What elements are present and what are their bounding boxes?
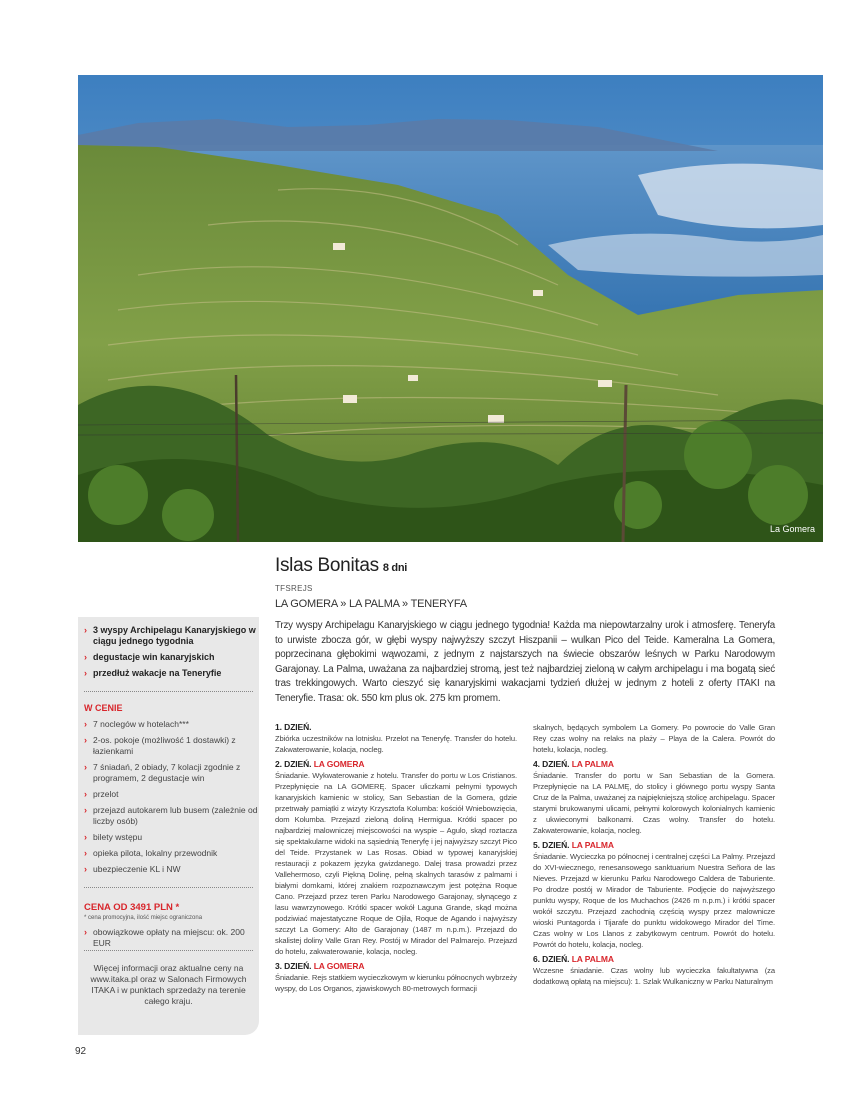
day-text: Śniadanie. Wycieczka po północnej i centralnej części La Palmy. Przejazd do XVI-wiecznego, renesansowego sanktuarium Nuestra Señora de las Nieves. Przejazd w kierunku Parku Narodowego Caldera de Taburiente. Po drodze postój w Mirador de Taburiente. Podjęcie do najwyższego punktu wyspy, Roque de los Muchachos (2426 m n.p.m.) i krótki spacer wokół szczytu. Przejazd zachodnią częścią wyspy przez malownicze wioski Puntagorda i Tijarafe do punktu widokowego Mirador del Time. Czas wolny w Los Llanos z zabytkowym centrum. Powrót do hotelu. Powrót do hotelu, kolacja, nocleg. xyxy=(533,852,775,949)
hero-photo xyxy=(78,75,823,542)
chevron-right-icon: › xyxy=(84,719,87,729)
day-text: Śniadanie. Wykwaterowanie z hotelu. Transfer do portu w Los Cristianos. Przepłynięcie na LA GOMERĘ. Spacer uliczkami pełnymi typowych kanaryjskich kamienic w stolicy, San Sebastian de la Gomera, gdzie przetrwały pamiątki z wizyty Krzysztofa Kolumba: kościół Wniebowzięcia, dom Kolumba. Przejazd zieloną doliną Hermigua. Krótki spacer po najbardziej malowniczej miejscowości na wyspie – Agulo, skąd roztacza się spektakularne widoki na sąsiednią Teneryfę i jej najwyższy szczyt Pico del Teide. Przystanek w Las Rosas. Obiad w typowej kanaryjskiej restauracji z pokazem języka gwizdanego. Dalej trasa prowadzi przez Vallehermoso, czyli Piękną Dolinę, pełną skalnych tarasów z palmami i białymi domkami, której znakiem rozpoznawczym jest potężna Roque Cano. Przejazd przez teren Parku Narodowego Garajonay, słynącego z lasu wawrzynowego. Krótki spacer wokół Laguna Grande, skąd można podziwiać majestatyczne Roque de Ojila, Roque de Agando i najwyższy szczyt La Gomery: Alto de Garajonay (1487 m n.p.m.). Przejazd do skalistej doliny Valle Gran Rey. Postój w Mirador del Palmarejo. Przejazd do hotelu, zakwaterowanie, kolacja, nocleg. xyxy=(275,771,517,956)
highlights-list xyxy=(78,625,259,684)
chevron-right-icon: › xyxy=(84,805,87,815)
day-heading: 3. DZIEŃ. LA GOMERA xyxy=(275,961,365,971)
chevron-right-icon: › xyxy=(84,832,87,842)
price: CENA OD 3491 PLN * xyxy=(84,902,180,913)
chevron-right-icon: › xyxy=(84,625,87,635)
list-item: › degustacje win kanaryjskich xyxy=(84,652,215,662)
day-heading: 2. DZIEŃ. LA GOMERA xyxy=(275,759,365,769)
intro-paragraph: Trzy wyspy Archipelagu Kanaryjskiego w ciągu jednego tygodnia! Każda ma niepowtarzalny urok i atmosferę. Teneryfa to urwiste zbocza gór, w głębi wyspy najwyższy szczyt Hiszpanii – wulkan Pico del Teide. Kameralna La Gomera, poprzecinana głębokimi wąwozami, z jednym z najstarszych na świecie obszarów leśnych w Parku Narodowym Garajonay. La Palma, uważana za najbardziej stromą, jest też najbardziej zieloną w całym archipelagu i ma bogatą sieć tras trekkingowych. Warto cieszyć się kanaryjskimi wakacjami tydzień dłużej w jednym z hoteli z oferty ITAKI na Teneryfie. Trasa: ok. 550 km plus ok. 275 km promem. xyxy=(275,620,775,704)
chevron-right-icon: › xyxy=(84,927,87,937)
day-text: Śniadanie. Rejs statkiem wycieczkowym w kierunku północnych wybrzeży wyspy, do Los Organos, zjawiskowych 80-metrowych formacji xyxy=(275,973,517,993)
included-list xyxy=(78,719,259,880)
list-item: › opieka pilota, lokalny przewodnik xyxy=(84,848,218,858)
tour-header xyxy=(275,555,467,610)
tour-duration: 8 dni xyxy=(382,562,407,574)
extra-costs-list xyxy=(78,927,259,949)
list-item: › przelot xyxy=(84,789,119,799)
chevron-right-icon: › xyxy=(84,735,87,745)
list-item: › 7 śniadań, 2 obiady, 7 kolacji zgodnie z programem, 2 degustacje win xyxy=(84,762,241,783)
divider xyxy=(84,887,253,888)
list-item: › przejazd autokarem lub busem (zależnie od liczby osób) xyxy=(84,805,258,826)
tour-route: LA GOMERA » LA PALMA » TENERYFA xyxy=(275,598,467,610)
photo-caption: La Gomera xyxy=(769,524,815,534)
tour-code: TFSREJS xyxy=(275,584,313,593)
itinerary-column-1 xyxy=(275,722,517,994)
chevron-right-icon: › xyxy=(84,848,87,858)
chevron-right-icon: › xyxy=(84,668,87,678)
day-heading: 4. DZIEŃ. LA PALMA xyxy=(533,759,614,769)
chevron-right-icon: › xyxy=(84,652,87,662)
tour-title: Islas Bonitas xyxy=(275,555,379,576)
divider xyxy=(84,950,253,951)
landscape-image xyxy=(78,75,823,542)
chevron-right-icon: › xyxy=(84,864,87,874)
tour-title-line xyxy=(275,555,467,577)
price-note: * cena promocyjna, ilość miejsc ograniczona xyxy=(84,915,203,921)
day-text: skalnych, będących symbolem La Gomery. Po powrocie do Valle Gran Rey czas wolny na relaks na plaży – Playa de la Calera. Powrót do hotelu, kolacja, nocleg. xyxy=(533,723,775,754)
day-heading: 5. DZIEŃ. LA PALMA xyxy=(533,840,614,850)
list-item: › obowiązkowe opłaty na miejscu: ok. 200 EUR xyxy=(84,927,245,948)
list-item: › bilety wstępu xyxy=(84,832,143,842)
chevron-right-icon: › xyxy=(84,762,87,772)
list-item: › 2-os. pokoje (możliwość 1 dostawki) z łazienkami xyxy=(84,735,236,756)
day-heading: 1. DZIEŃ. xyxy=(275,722,312,732)
day-text: Wczesne śniadanie. Czas wolny lub wycieczka fakultatywna (za dodatkową opłatą na miejscu): 1. Szlak Wulkaniczny w Parku Naturalnym xyxy=(533,966,775,986)
list-item: › ubezpieczenie KL i NW xyxy=(84,864,181,874)
chevron-right-icon: › xyxy=(84,789,87,799)
day-text: Zbiórka uczestników na lotnisku. Przelot na Teneryfę. Transfer do hotelu. Zakwaterowanie, kolacja, nocleg. xyxy=(275,734,517,754)
day-text: Śniadanie. Transfer do portu w San Sebastian de la Gomera. Przepłynięcie na LA PALMĘ, do stolicy i głównego portu wyspy Santa Cruz de la Palma, uważanej za najpiękniejszą stolicę archipelagu. Spacer starymi brukowanymi ulicami, pełnymi kolorowych kolonialnych kamienic z ukwieconymi balkonami. Czas wolny. Transfer do hotelu. Zakwaterowanie, kolacja, nocleg. xyxy=(533,771,775,835)
more-info-text: Więcej informacji oraz aktualne ceny na www.itaka.pl oraz w Salonach Firmowych ITAKA i w punktach sprzedaży na terenie całego kraju. xyxy=(90,963,247,1006)
info-sidebar xyxy=(78,617,259,1035)
day-heading: 6. DZIEŃ. LA PALMA xyxy=(533,954,614,964)
list-item: › 7 noclegów w hotelach*** xyxy=(84,719,189,729)
itinerary-column-2 xyxy=(533,722,775,987)
page-number: 92 xyxy=(75,1046,87,1057)
divider xyxy=(84,691,253,692)
list-item: › 3 wyspy Archipelagu Kanaryjskiego w ciągu jednego tygodnia xyxy=(84,625,256,646)
included-title: W CENIE xyxy=(84,703,123,713)
list-item: › przedłuż wakacje na Teneryfie xyxy=(84,668,222,678)
